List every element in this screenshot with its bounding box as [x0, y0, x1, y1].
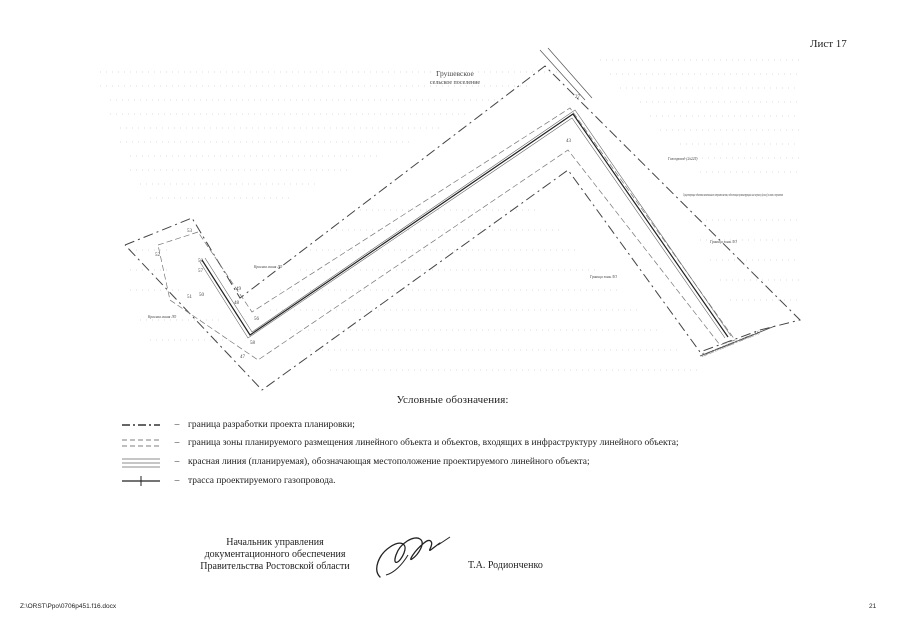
legend-text: граница разработки проекта планировки; [188, 420, 355, 430]
planning-boundary [125, 66, 877, 390]
point-label: 47 [240, 355, 245, 360]
point-label: 58 [250, 341, 255, 346]
legend-title: Условные обозначения: [396, 394, 509, 406]
red-line-annotation-upper: Красная линия ЛО [254, 265, 283, 269]
legend-text: красная линия (планируемая), обозначающая местоположение проектируемого линейного объекта; [188, 457, 590, 467]
legend-dash: – [174, 476, 180, 486]
file-path: Z:\ORST\Ppo\0706p451.f16.docx [20, 603, 117, 610]
gas-pipeline-route [202, 114, 728, 337]
red-line-symbol [120, 455, 162, 469]
handwritten-signature [368, 525, 458, 585]
legend-item-red-line [120, 455, 590, 469]
signatory-title [175, 537, 375, 573]
placement-zone-boundary [158, 108, 735, 360]
legend-text: трасса проектируемого газопровода. [188, 476, 336, 486]
planning-boundary-symbol [120, 418, 162, 432]
legend-item-planning-boundary [120, 418, 355, 432]
signatory-title-line2: документационного обеспечения [204, 549, 346, 560]
point-label: 51 [187, 295, 192, 300]
page-number: 21 [869, 603, 877, 610]
legend-dash: – [174, 420, 180, 430]
signer-name: Т.А. Родионченко [468, 560, 543, 571]
signatory-title-line3: Правительства Ростовской области [200, 561, 350, 572]
settlement-label-line1: Грушевское [436, 69, 474, 78]
point-label: 49 [236, 287, 241, 292]
gas-route-symbol [120, 474, 162, 488]
placement-zone-symbol [120, 436, 162, 450]
legend-item-placement-zone [120, 436, 679, 450]
point-label: 27 [575, 95, 580, 100]
signatory-title-line1: Начальник управления [226, 537, 324, 548]
boundary-annotation: Граница зоны ЛО [710, 240, 737, 244]
road-line [540, 50, 585, 100]
zone-annotation: Граница зоны ЛО [590, 275, 617, 279]
continuation-annotation: Линия стыковки с листом 16 [700, 330, 761, 359]
settlement-label-line2: сельское поселение [429, 80, 481, 86]
legend-item-gas-route [120, 474, 336, 488]
red-line-inner [200, 118, 725, 338]
point-label: 57 [198, 269, 203, 274]
existing-objects-annotation: Существующие объекты капитального строительства, подлежащие реконструкции или переносу (сносу) в связи с проектом [683, 193, 877, 197]
point-label: 52 [155, 253, 160, 258]
legend-dash: – [174, 438, 180, 448]
gas-pipeline-annotation: Газопровод (2х225) [668, 157, 698, 161]
point-label: 56 [254, 317, 259, 322]
legend-dash: – [174, 457, 180, 467]
red-line-annotation-left: Красная линия ЛО [148, 315, 177, 319]
point-label: 50 [199, 293, 204, 298]
point-label: 50 [198, 259, 203, 264]
point-label: 48 [234, 301, 239, 306]
point-label: 43 [566, 139, 571, 144]
point-label: 53 [187, 229, 192, 234]
sheet-label: Лист 17 [810, 38, 847, 50]
legend-text: граница зоны планируемого размещения линейного объекта и объектов, входящих в инфраструктуру линейного объекта; [188, 438, 679, 448]
